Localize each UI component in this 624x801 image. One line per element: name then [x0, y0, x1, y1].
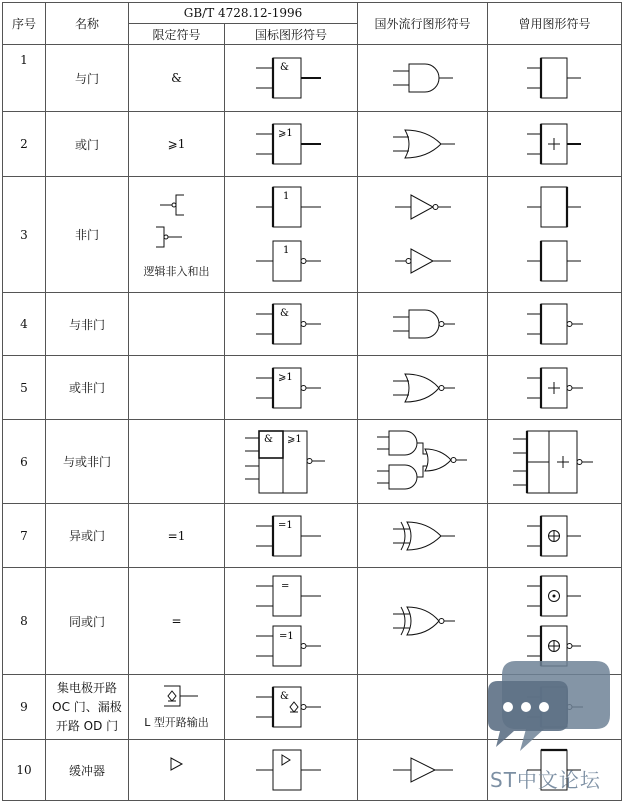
- nor-gate-foreign-icon: [383, 368, 463, 408]
- national-symbol: [225, 568, 358, 675]
- not-gate-foreign-icon: [383, 183, 463, 287]
- symbol-label: =1: [279, 631, 294, 642]
- buffer-national-icon: [256, 746, 326, 794]
- symbol-label: ⩾1: [278, 371, 293, 383]
- row-number: 3: [3, 177, 46, 293]
- or-gate-national-icon: [256, 120, 326, 168]
- or-gate-common-icon: [525, 120, 585, 168]
- qualifier-symbol: [129, 293, 225, 356]
- gate-name: 异或门: [46, 504, 129, 568]
- open-collector-qualifier-icon: [142, 684, 212, 710]
- foreign-symbol: [358, 420, 488, 504]
- symbol-label: 1: [283, 244, 290, 256]
- symbol-label: ⩾1: [278, 128, 293, 139]
- xor-gate-national-icon: [256, 512, 326, 560]
- qualifier-symbol: [129, 356, 225, 420]
- nor-gate-national-icon: [256, 364, 326, 412]
- common-symbol: [488, 293, 622, 356]
- foreign-symbol: [358, 293, 488, 356]
- xor-gate-foreign-icon: [383, 516, 463, 556]
- row-number: 2: [3, 112, 46, 177]
- aoi-gate-national-icon: [243, 427, 339, 497]
- qualifier-symbol: [129, 740, 225, 801]
- gate-name-line: 开路 OD 门: [55, 718, 119, 733]
- common-symbol: [488, 420, 622, 504]
- qualifier-symbol: =: [129, 568, 225, 675]
- aoi-gate-common-icon: [507, 427, 603, 497]
- foreign-symbol: [358, 675, 488, 740]
- gate-name: 或门: [46, 112, 129, 177]
- symbol-label: &: [280, 691, 289, 702]
- header-national: 国标图形符号: [225, 24, 358, 45]
- national-symbol: [225, 112, 358, 177]
- symbol-label: &: [264, 433, 273, 445]
- gate-name-line: 集电极开路: [56, 680, 117, 695]
- and-gate-national-icon: [256, 54, 326, 102]
- gate-name: 同或门: [46, 568, 129, 675]
- header-qualifier: 限定符号: [129, 24, 225, 45]
- header-common: 曾用图形符号: [488, 3, 622, 45]
- table-row: [3, 177, 622, 293]
- gate-name: 缓冲器: [46, 740, 129, 801]
- national-symbol: [225, 177, 358, 293]
- foreign-symbol: [358, 356, 488, 420]
- foreign-symbol: [358, 45, 488, 112]
- common-symbol: [488, 45, 622, 112]
- table-row: [3, 420, 622, 504]
- symbol-label: &: [280, 308, 289, 319]
- oc-gate-national-icon: [256, 683, 326, 731]
- logic-negation-qualifier-icon: [142, 191, 212, 261]
- national-symbol: [225, 740, 358, 801]
- qualifier-note: L 型开路输出: [144, 716, 209, 729]
- row-number: 8: [3, 568, 46, 675]
- table-row: [3, 45, 622, 112]
- nand-gate-common-icon: [525, 300, 585, 348]
- table-row: [3, 293, 622, 356]
- gate-name: [46, 675, 129, 740]
- foreign-symbol: [358, 740, 488, 801]
- watermark-text: ST中文论坛: [490, 768, 601, 792]
- and-gate-foreign-icon: [383, 58, 463, 98]
- foreign-symbol: [358, 177, 488, 293]
- national-symbol: [225, 45, 358, 112]
- foreign-symbol: [358, 504, 488, 568]
- nand-gate-national-icon: [256, 300, 326, 348]
- common-symbol: [488, 177, 622, 293]
- gate-name-line: OC 门、漏极: [52, 699, 122, 714]
- table-row: [3, 504, 622, 568]
- qualifier-symbol: =1: [129, 504, 225, 568]
- row-number: 4: [3, 293, 46, 356]
- and-gate-common-icon: [525, 54, 585, 102]
- row-number: 6: [3, 420, 46, 504]
- national-symbol: [225, 675, 358, 740]
- xor-gate-common-icon: [525, 512, 585, 560]
- common-symbol: [488, 356, 622, 420]
- or-gate-foreign-icon: [383, 124, 463, 164]
- buffer-qualifier-icon: [167, 756, 187, 772]
- gate-name: 与非门: [46, 293, 129, 356]
- symbol-label: ⩾1: [287, 433, 302, 445]
- symbol-label: =1: [278, 519, 293, 531]
- symbol-label: 1: [283, 190, 290, 202]
- qualifier-symbol: ⩾1: [129, 112, 225, 177]
- row-number: 5: [3, 356, 46, 420]
- header-gb-standard: GB/T 4728.12-1996: [129, 3, 358, 24]
- xnor-gate-foreign-icon: [383, 601, 463, 641]
- header-name: 名称: [46, 3, 129, 45]
- gate-name: 非门: [46, 177, 129, 293]
- nand-gate-foreign-icon: [383, 304, 463, 344]
- foreign-symbol: [358, 112, 488, 177]
- gate-name: 与门: [46, 45, 129, 112]
- row-number: 7: [3, 504, 46, 568]
- qualifier-symbol: [129, 177, 225, 293]
- gate-name: 与或非门: [46, 420, 129, 504]
- not-gate-national-icon: [256, 183, 326, 287]
- row-number: 9: [3, 675, 46, 740]
- table-row: [3, 112, 622, 177]
- common-symbol: [488, 112, 622, 177]
- foreign-symbol: [358, 568, 488, 675]
- header-foreign: 国外流行图形符号: [358, 3, 488, 45]
- symbol-label: =: [281, 581, 290, 592]
- national-symbol: [225, 356, 358, 420]
- aoi-gate-foreign-icon: [375, 427, 471, 497]
- national-symbol: [225, 504, 358, 568]
- qualifier-symbol: [129, 420, 225, 504]
- table-row: [3, 356, 622, 420]
- gate-name: 或非门: [46, 356, 129, 420]
- national-symbol: [225, 420, 358, 504]
- common-symbol: [488, 504, 622, 568]
- national-symbol: [225, 293, 358, 356]
- not-gate-common-icon: [525, 183, 585, 287]
- buffer-foreign-icon: [383, 750, 463, 790]
- row-number: 1: [3, 45, 46, 112]
- qualifier-symbol: &: [129, 45, 225, 112]
- qualifier-note: 逻辑非入和出: [143, 264, 210, 278]
- row-number: 10: [3, 740, 46, 801]
- qualifier-symbol: [129, 675, 225, 740]
- header-seq: 序号: [3, 3, 46, 45]
- nor-gate-common-icon: [525, 364, 585, 412]
- symbol-label: &: [280, 62, 289, 73]
- xnor-gate-national-icon: [256, 572, 326, 670]
